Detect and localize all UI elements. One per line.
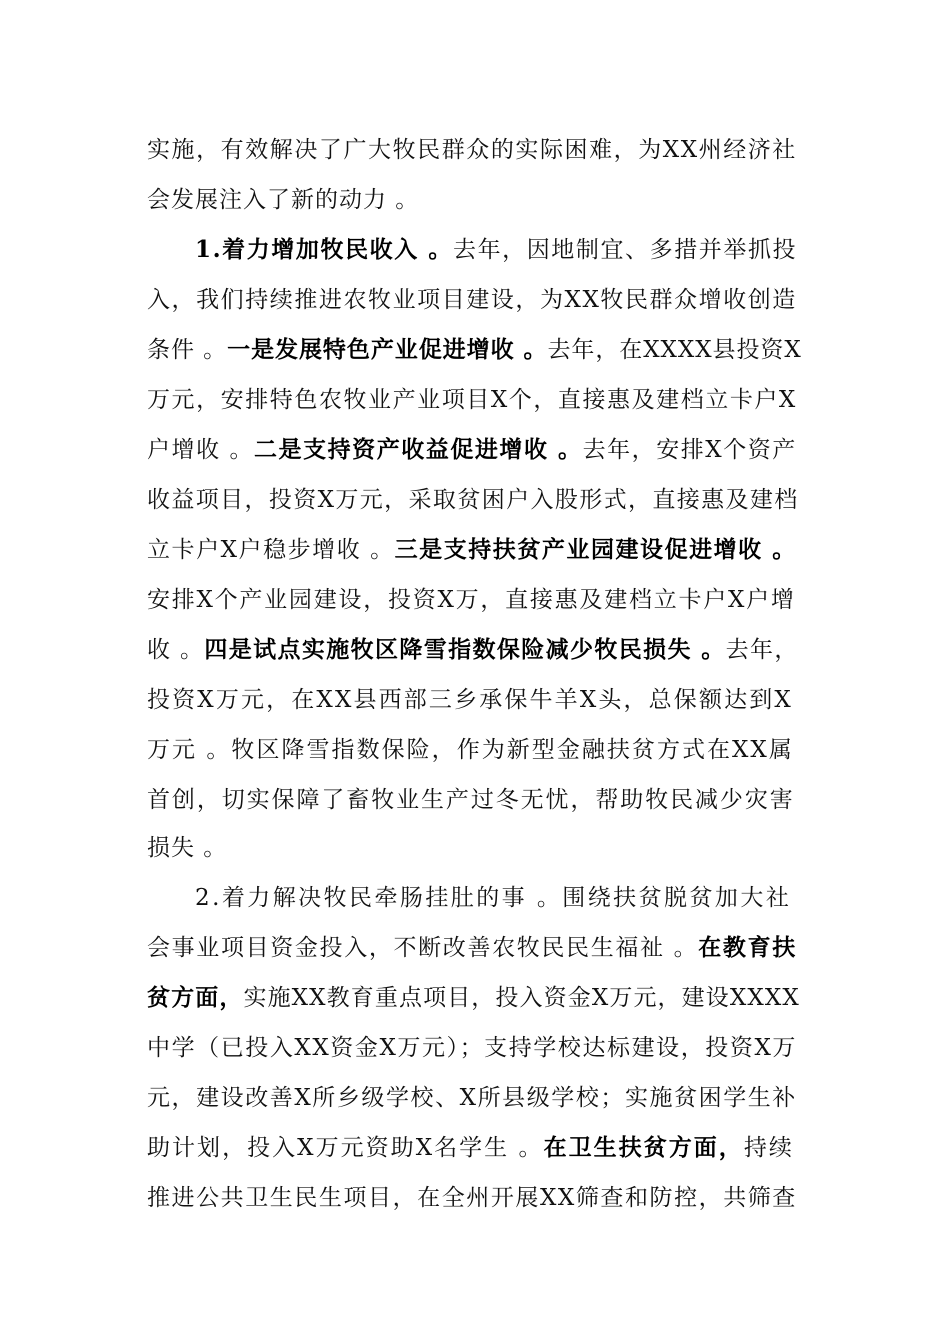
text-line: [147, 580, 796, 620]
bold-heading: 1.着力增加牧民收入 。: [195, 236, 453, 263]
text-line: [147, 780, 795, 820]
text-line: [147, 730, 794, 770]
text-run: 中学（已投入XX资金X万元）；支持学校达标建设，投资X万: [147, 1035, 797, 1061]
text-run: 入，我们持续推进农牧业项目建设，为XX牧民群众增收创造: [147, 287, 797, 313]
text-run: 去年，在XXXX县投资X: [547, 337, 802, 363]
bold-heading: 在教育扶: [698, 934, 797, 961]
text-run: 会事业项目资金投入，不断改善农牧民民生福祉 。: [147, 935, 699, 961]
text-run: 实施，有效解决了广大牧民群众的实际困难，为XX州经济社: [147, 137, 797, 163]
bold-heading: 三是支持扶贫产业园建设促进增收 。: [394, 536, 797, 563]
text-line: [147, 978, 800, 1018]
text-line: [147, 1028, 797, 1068]
text-run: 万元，安排特色农牧业产业项目X个，直接惠及建档立卡户X: [147, 387, 797, 413]
text-run: 助计划，投入X万元资助X名学生 。: [147, 1135, 544, 1161]
text-line: [147, 330, 802, 370]
bold-heading: 贫方面，: [147, 984, 244, 1011]
text-run: 安排X个产业园建设，投资X万，直接惠及建档立卡户X户增: [147, 587, 796, 613]
text-line: [147, 480, 799, 520]
text-run: 首创，切实保障了畜牧业生产过冬无忧，帮助牧民减少灾害: [147, 787, 795, 813]
text-run: 去年，安排X个资产: [582, 437, 797, 463]
text-line: [147, 680, 793, 720]
bold-heading: 一是发展特色产业促进增收 。: [227, 336, 548, 363]
text-line: [147, 828, 227, 868]
text-line: [147, 130, 797, 170]
text-run: 户增收 。: [147, 437, 255, 463]
text-run: 2.着力解决牧民牵肠挂肚的事 。围绕扶贫脱贫加大社: [195, 885, 792, 911]
text-line: [147, 1178, 797, 1218]
text-run: 去年，因地制宜、多措并举抓投: [452, 237, 798, 263]
section-heading-line: [195, 230, 797, 270]
text-line: [147, 430, 797, 470]
bold-heading: 四是试点实施牧区降雪指数保险减少牧民损失 。: [204, 636, 726, 663]
text-run: 收 。: [147, 637, 205, 663]
text-line: [147, 530, 797, 570]
text-line: [147, 928, 797, 968]
bold-heading: 二是支持资产收益促进增收 。: [254, 436, 583, 463]
text-run: 持续: [743, 1135, 794, 1161]
text-line: [147, 1078, 797, 1118]
text-run: 会发展注入了新的动力 。: [147, 187, 420, 213]
text-run: 立卡户X户稳步增收 。: [147, 537, 395, 563]
text-line: [147, 630, 799, 670]
text-run: 万元 。牧区降雪指数保险，作为新型金融扶贫方式在XX属: [147, 737, 794, 763]
text-line: [147, 180, 419, 220]
text-line: [147, 1128, 794, 1168]
text-line: [147, 380, 797, 420]
text-run: 实施XX教育重点项目，投入资金X万元，建设XXXX: [243, 985, 800, 1011]
text-run: 去年，: [725, 637, 799, 663]
section-heading-line: [195, 878, 791, 918]
text-run: 条件 。: [147, 337, 228, 363]
text-run: 元，建设改善X所乡级学校、X所县级学校；实施贫困学生补: [147, 1085, 797, 1111]
text-run: 收益项目，投资X万元，采取贫困户入股形式，直接惠及建档: [147, 487, 799, 513]
text-line: [147, 280, 797, 320]
text-run: 损失 。: [147, 835, 228, 861]
bold-heading: 在卫生扶贫方面，: [543, 1134, 744, 1161]
text-run: 投资X万元，在XX县西部三乡承保牛羊X头，总保额达到X: [147, 687, 793, 713]
text-run: 推进公共卫生民生项目，在全州开展XX筛查和防控，共筛查: [147, 1185, 797, 1211]
